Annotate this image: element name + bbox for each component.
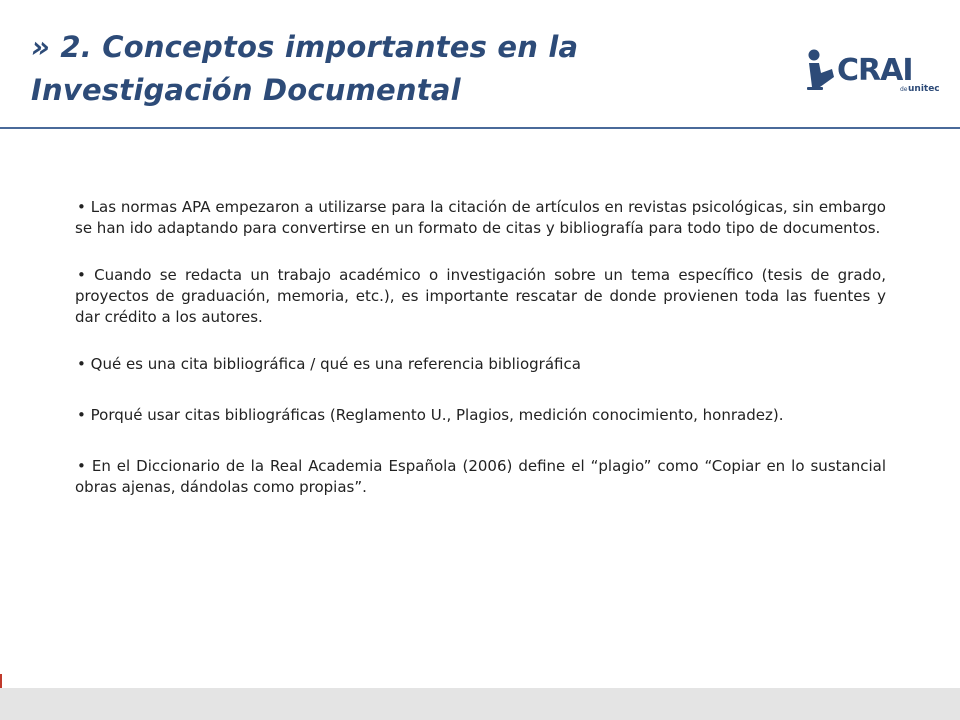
bullet-text: Qué es una cita bibliográfica / qué es una referencia bibliográfica xyxy=(90,355,581,373)
bullet-item-apa xyxy=(75,197,886,239)
logo-sub-prefix: de xyxy=(900,86,908,93)
slide-body xyxy=(75,197,886,524)
crai-unitec-logo xyxy=(806,47,940,97)
bullet-symbol: • xyxy=(77,457,86,475)
bullet-text: Porqué usar citas bibliográficas (Reglamento U., Plagios, medición conocimiento, honradez). xyxy=(90,406,784,424)
crai-logo-graphic xyxy=(806,47,940,97)
bullet-symbol: • xyxy=(77,266,86,284)
bullet-symbol: • xyxy=(77,355,86,373)
reader-icon xyxy=(807,50,834,91)
bullet-text: Las normas APA empezaron a utilizarse para la citación de artículos en revistas psicológicas, sin embargo se han ido adaptando para convertirse en un formato de citas y bibliografía para todo tipo de documentos. xyxy=(75,198,886,237)
footer-band xyxy=(0,688,960,720)
slide-header xyxy=(0,0,960,130)
logo-sub-text: unitec xyxy=(908,84,940,94)
bullet-item-cita-referencia xyxy=(75,354,886,375)
slide-title-line-1: » 2. Conceptos importantes en la xyxy=(31,30,579,64)
bullet-item-plagio xyxy=(75,456,886,498)
bullet-item-trabajo-academico xyxy=(75,265,886,328)
bullet-symbol: • xyxy=(77,198,86,216)
left-edge-accent xyxy=(0,674,2,688)
bullet-text: Cuando se redacta un trabajo académico o investigación sobre un tema específico (tesis de grado, proyectos de graduación, memoria, etc.), es importante rescatar de donde provienen toda las fuentes y dar crédito a los autores. xyxy=(75,266,886,326)
logo-main-text: CRAI xyxy=(837,53,913,88)
bullet-symbol: • xyxy=(77,406,86,424)
bullet-text: En el Diccionario de la Real Academia Española (2006) define el “plagio” como “Copiar en lo sustancial obras ajenas, dándolas como propias”. xyxy=(75,457,886,496)
slide-title-line-2: Investigación Documental xyxy=(31,73,461,107)
header-divider xyxy=(0,127,960,129)
bullet-item-porque-citas xyxy=(75,405,886,426)
slide-title xyxy=(31,26,751,112)
